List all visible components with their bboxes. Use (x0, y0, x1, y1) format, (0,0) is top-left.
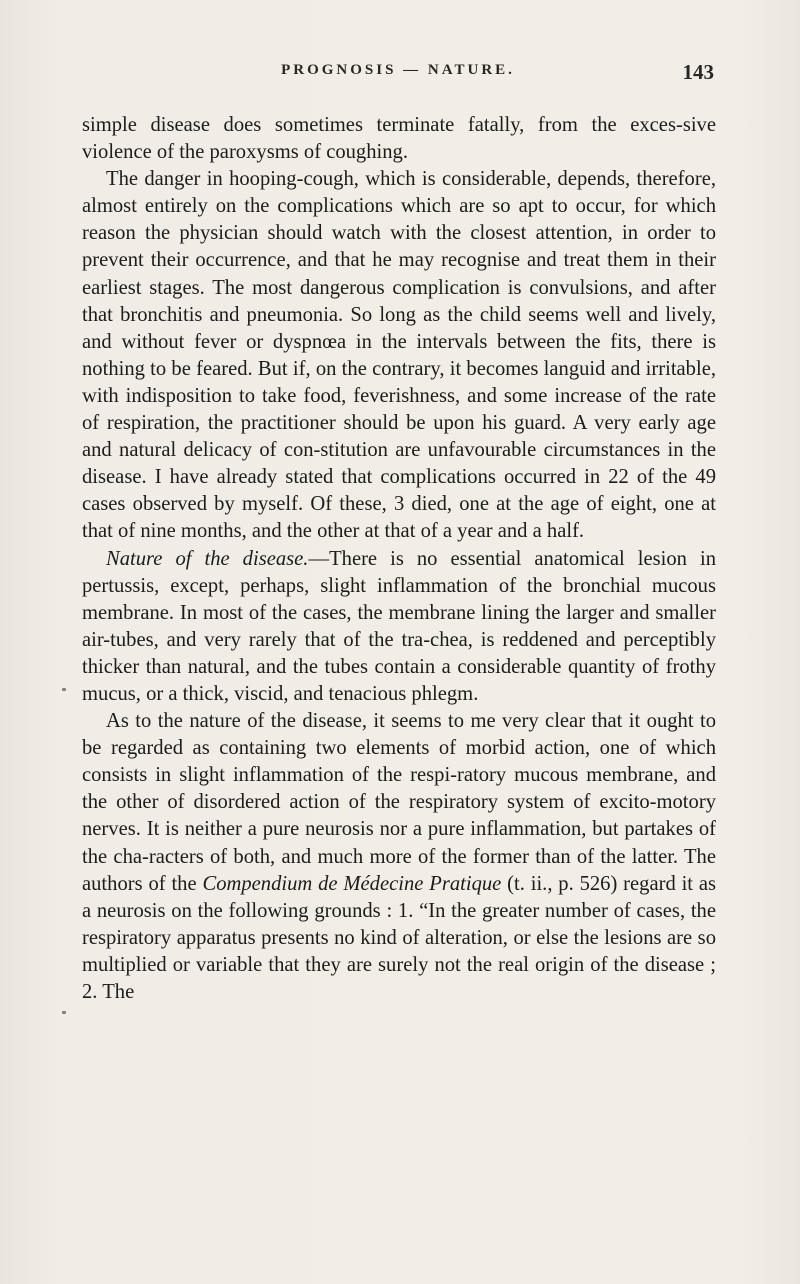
body-text (82, 112, 716, 1006)
paragraph (82, 546, 716, 709)
book-citation: Compendium de Médecine Pratique (202, 872, 502, 895)
paragraph-text: As to the nature of the disease, it seems to me very clear that it ought to be regarded as containing two elements of morbid action, one of which consists in slight inflammation of the respi-ratory mucous membrane, and the other of disordered action of the respiratory system of excito-motory nerves. It is neither a pure neurosis nor a pure inflammation, but partakes of the cha-racters of both, and much more of the former than of the latter. The authors of the (82, 710, 716, 895)
paragraph (82, 112, 716, 166)
paragraph-text: The danger in hooping-cough, which is considerable, depends, therefore, almost entirely on the complications which are so apt to occur, for which reason the physician should watch with the closest attention, in order to prevent their occurrence, and that he may recognise and treat them in their earliest stages. The most dangerous complication is convulsions, and after that bronchitis and pneumonia. So long as the child seems well and lively, and without fever or dyspnœa in the intervals between the fits, there is nothing to be feared. But if, on the contrary, it becomes languid and irritable, with indisposition to take food, feverishness, and some increase of the rate of respiration, the practitioner should be upon his guard. A very early age and natural delicacy of con-stitution are unfavourable circumstances in the disease. I have already stated that complications occurred in 22 of the 49 cases observed by myself. Of these, 3 died, one at the age of eight, one at that of nine months, and the other at that of a year and a half. (82, 168, 716, 543)
running-title: PROGNOSIS — NATURE. (281, 62, 515, 78)
paragraph-text: —There is no essential anatomical lesion in pertussis, except, perhaps, slight inflammation of the bronchial mucous membrane. In most of the cases, the membrane lining the larger and smaller air-tubes, and very rarely that of the tra-chea, is reddened and perceptibly thicker than natural, and the tubes contain a considerable quantity of frothy mucus, or a thick, viscid, and tenacious phlegm. (82, 547, 716, 705)
page-number: 143 (682, 60, 714, 84)
paragraph-text: simple disease does sometimes terminate fatally, from the exces-sive violence of the paroxysms of coughing. (82, 114, 716, 164)
paragraph (82, 708, 716, 1006)
section-heading: Nature of the disease. (106, 547, 309, 570)
page-header (82, 62, 714, 92)
margin-mark (62, 1011, 66, 1014)
paragraph (82, 166, 716, 545)
margin-mark (62, 688, 66, 691)
paragraph-text: (t. ii., p. 526) regard it as a neurosis on the following grounds : 1. “In the greater number of cases, the respiratory apparatus presents no kind of alteration, or else the lesions are so multiplied or variable that they are surely not the real origin of the disease ; 2. The (82, 872, 717, 1003)
